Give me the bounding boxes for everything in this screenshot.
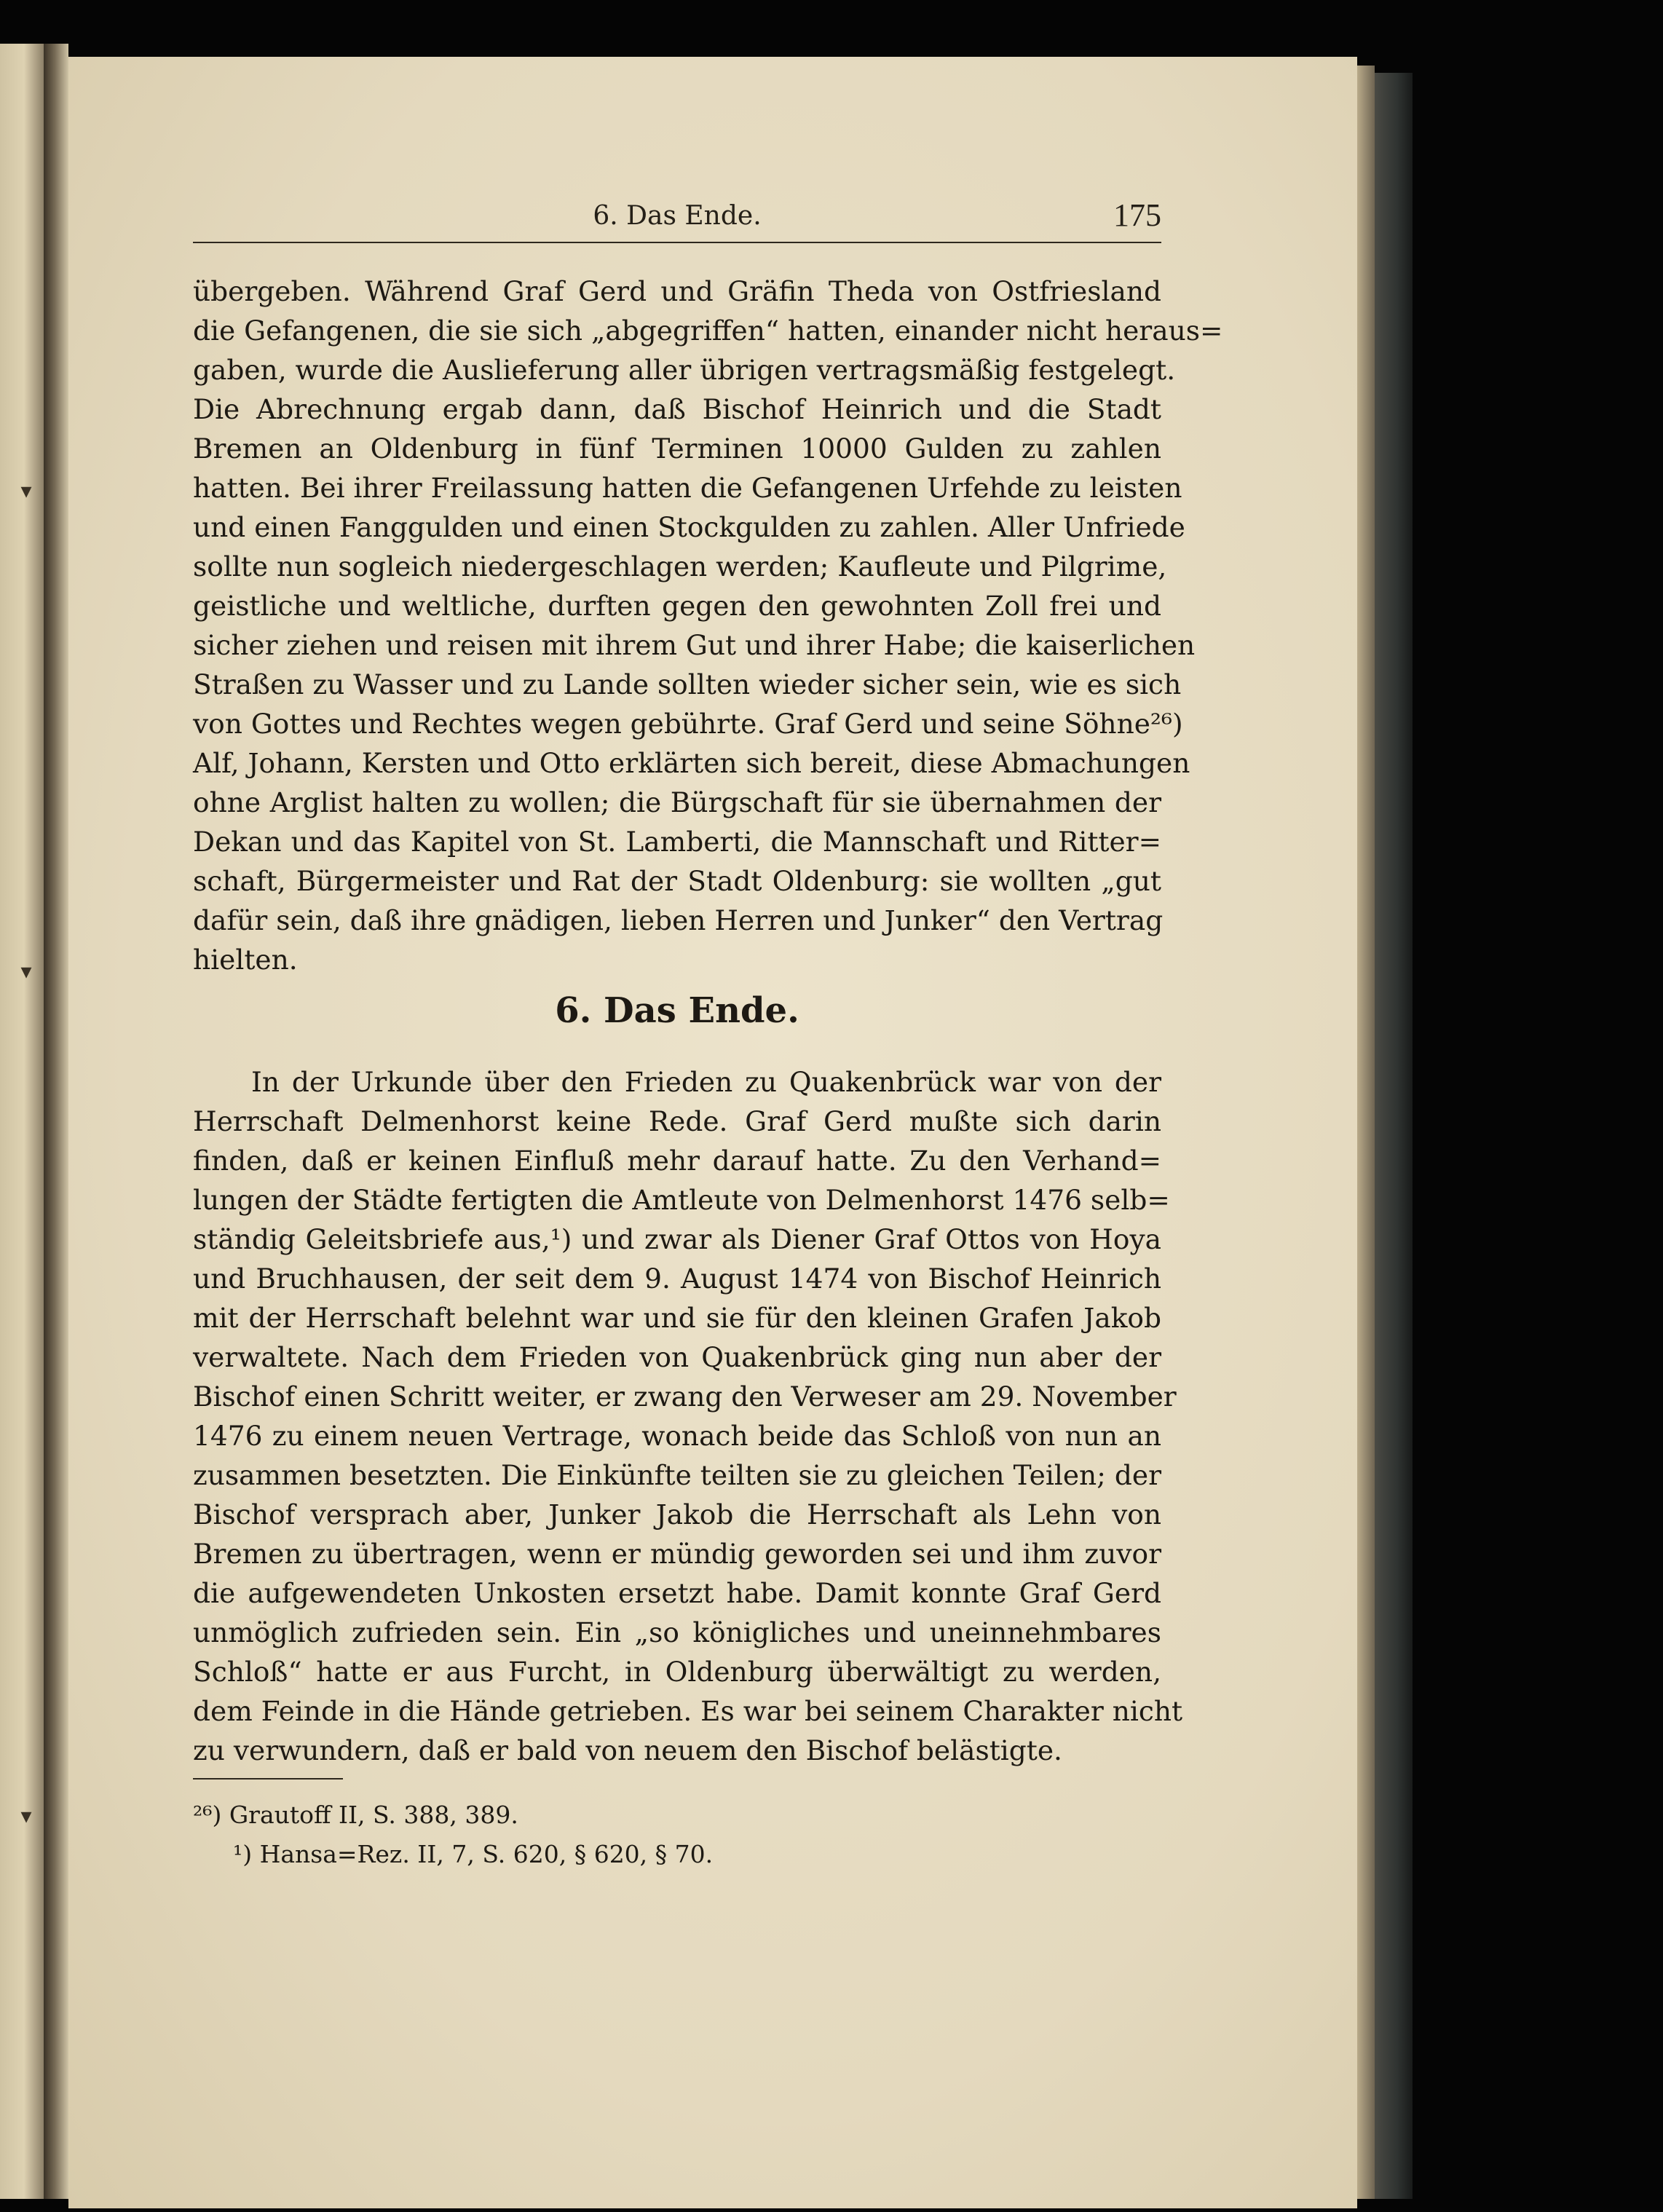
text-line: mit der Herrschaft belehnt war und sie für den kleinen Grafen Jakob	[193, 1302, 1161, 1334]
text-line: finden, daß er keinen Einfluß mehr darauf hatte. Zu den Verhand=	[193, 1145, 1161, 1177]
text-line: und Bruchhausen, der seit dem 9. August 1474 von Bischof Heinrich	[193, 1263, 1161, 1295]
text-line: 1476 zu einem neuen Vertrage, wonach beide das Schloß von nun an	[193, 1420, 1161, 1452]
footnotes	[193, 1796, 1161, 1874]
running-head: 6. Das Ende.	[593, 201, 762, 231]
text-line: Alf, Johann, Kersten und Otto erklärten sich bereit, diese Abmachungen	[193, 747, 1190, 779]
text-line: dafür sein, daß ihre gnädigen, lieben Herren und Junker“ den Vertrag	[193, 904, 1164, 936]
margin-mark: ▾	[20, 478, 32, 504]
text-line: Dekan und das Kapitel von St. Lamberti, die Mannschaft und Ritter=	[193, 826, 1161, 858]
book-cover-board	[1375, 73, 1413, 2199]
text-line: Straßen zu Wasser und zu Lande sollten wieder sicher sein, wie es sich	[193, 668, 1182, 700]
text-line: ständig Geleitsbriefe aus,¹) und zwar als Diener Graf Ottos von Hoya	[193, 1223, 1161, 1255]
text-line: sollte nun sogleich niedergeschlagen werden; Kaufleute und Pilgrime,	[193, 550, 1167, 582]
text-line: Herrschaft Delmenhorst keine Rede. Graf Gerd mußte sich darin	[193, 1105, 1161, 1137]
text-line: dem Feinde in die Hände getrieben. Es war bei seinem Charakter nicht	[193, 1695, 1183, 1727]
text-line: zusammen besetzten. Die Einkünfte teilten sie zu gleichen Teilen; der	[193, 1459, 1161, 1491]
text-line: Bischof versprach aber, Junker Jakob die Herrschaft als Lehn von	[193, 1498, 1161, 1530]
margin-mark: ▾	[20, 959, 32, 984]
text-line: Bremen an Oldenburg in fünf Terminen 10000 Gulden zu zahlen	[193, 432, 1161, 465]
text-line: und einen Fanggulden und einen Stockgulden zu zahlen. Aller Unfriede	[193, 511, 1185, 543]
text-line: verwaltete. Nach dem Frieden von Quakenbrück ging nun aber der	[193, 1341, 1161, 1373]
text-line: In der Urkunde über den Frieden zu Quakenbrück war von der	[251, 1066, 1161, 1098]
text-line: die aufgewendeten Unkosten ersetzt habe. Damit konnte Graf Gerd	[193, 1577, 1161, 1609]
text-line: zu verwundern, daß er bald von neuem den Bischof belästigte.	[193, 1734, 1062, 1766]
page-block-edge	[1357, 66, 1375, 2199]
text-line: gaben, wurde die Auslieferung aller übrigen vertragsmäßig festgelegt.	[193, 354, 1176, 386]
paragraph-section	[193, 1062, 1183, 1770]
text-line: unmöglich zufrieden sein. Ein „so königliches und uneinnehmbares	[193, 1616, 1161, 1648]
text-line: hielten.	[193, 944, 298, 976]
section-heading: 6. Das Ende.	[555, 990, 799, 1031]
text-line: geistliche und weltliche, durften gegen den gewohnten Zoll frei und	[193, 590, 1161, 622]
text-line: Bischof einen Schritt weiter, er zwang den Verweser am 29. November	[193, 1380, 1177, 1413]
text-line: lungen der Städte fertigten die Amtleute von Delmenhorst 1476 selb=	[193, 1184, 1170, 1216]
footnote: ¹) Hansa=Rez. II, 7, S. 620, § 620, § 70.	[233, 1840, 714, 1868]
paragraph-continued	[193, 272, 1223, 979]
text-line: hatten. Bei ihrer Freilassung hatten die Gefangenen Urfehde zu leisten	[193, 472, 1182, 504]
text-line: Die Abrechnung ergab dann, daß Bischof Heinrich und die Stadt	[193, 393, 1161, 425]
text-line: schaft, Bürgermeister und Rat der Stadt Oldenburg: sie wollten „gut	[193, 865, 1161, 897]
text-line: übergeben. Während Graf Gerd und Gräfin Theda von Ostfriesland	[193, 275, 1161, 307]
text-line: ohne Arglist halten zu wollen; die Bürgschaft für sie übernahmen der	[193, 786, 1161, 818]
text-line: Schloß“ hatte er aus Furcht, in Oldenburg überwältigt zu werden,	[193, 1656, 1161, 1688]
footnote: ²⁶) Grautoff II, S. 388, 389.	[193, 1801, 518, 1829]
text-line: von Gottes und Rechtes wegen gebührte. Graf Gerd und seine Söhne²⁶)	[193, 708, 1183, 740]
left-page-edge	[0, 44, 44, 2199]
book-gutter	[44, 44, 68, 2199]
text-line: sicher ziehen und reisen mit ihrem Gut und ihrer Habe; die kaiserlichen	[193, 629, 1196, 661]
page-number: 175	[1113, 197, 1161, 233]
page-header	[193, 197, 1161, 243]
footnote-rule	[193, 1778, 343, 1780]
text-line: die Gefangenen, die sie sich „abgegriffen“ hatten, einander nicht heraus=	[193, 315, 1223, 347]
text-line: Bremen zu übertragen, wenn er mündig geworden sei und ihm zuvor	[193, 1538, 1161, 1570]
margin-mark: ▾	[20, 1804, 32, 1829]
